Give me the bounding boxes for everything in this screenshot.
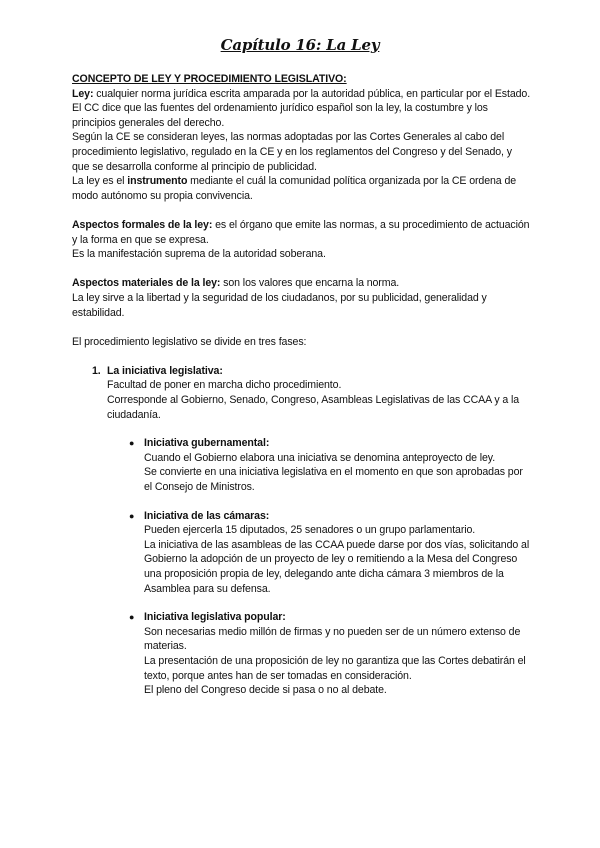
aspectos-materiales-p2: La ley sirve a la libertad y la seguridad de los ciudadanos, por su publicidad, generalidad y estabilidad.	[72, 291, 487, 319]
bullet-popular	[72, 610, 532, 698]
gubernamental-title: Iniciativa gubernamental:	[144, 437, 270, 450]
popular-title: Iniciativa legislativa popular:	[144, 611, 286, 624]
aspectos-formales-text: es el órgano que emite las normas, a su procedimiento de actuación y la forma en que se expresa.	[72, 218, 530, 246]
gubernamental-p1: Cuando el Gobierno elabora una iniciativa se denomina anteproyecto de ley.	[144, 451, 496, 464]
aspectos-materiales-term: Aspectos materiales de la ley:	[72, 277, 221, 290]
fase-1-line-2: Corresponde al Gobierno, Senado, Congreso, Asambleas Legislativas de las CCAA y a la ciudadanía.	[107, 394, 520, 421]
popular-p2: La presentación de una proposición de ley no garantiza que las Cortes debatirán el texto, porque antes han de ser tomadas en consideración.	[144, 654, 526, 682]
document-body	[72, 72, 532, 698]
camaras-p1: Pueden ejercerla 15 diputados, 25 senadores o un grupo parlamentario.	[144, 524, 476, 537]
section-heading: CONCEPTO DE LEY Y PROCEDIMIENTO LEGISLATIVO:	[72, 73, 347, 85]
ley-paragraph-ce: Según la CE se consideran leyes, las normas adoptadas por las Cortes Generales al cabo del procedimiento legislativo, regulado en la CE y en los reglamentos del Congreso y del Senado, y que se desarrolla conforme al principio de publicidad.	[72, 131, 512, 173]
ley-definition	[72, 87, 532, 102]
ley-p4-after: mediante el cuál la comunidad política organizada por la CE ordena de modo autónomo su propia convivencia.	[72, 175, 517, 202]
bullet-gubernamental	[72, 436, 532, 494]
page-title: Capítulo 16: La Ley	[220, 36, 380, 54]
aspectos-materiales	[72, 276, 532, 291]
popular-p3: El pleno del Congreso decide si pasa o no al debate.	[144, 684, 387, 697]
procedimiento-intro: El procedimiento legislativo se divide en tres fases:	[72, 335, 307, 348]
bullet-dot-icon: ●	[129, 510, 135, 521]
ley-p4-bold: instrumento	[127, 175, 188, 188]
fase-1-title: La iniciativa legislativa:	[107, 364, 223, 377]
aspectos-formales	[72, 218, 532, 247]
aspectos-formales-term: Aspectos formales de la ley:	[72, 218, 213, 231]
ley-paragraph-cc: El CC dice que las fuentes del ordenamiento jurídico español son la ley, la costumbre y los principios generales del derecho.	[72, 102, 488, 129]
bullet-dot-icon: ●	[129, 438, 135, 449]
fase-1-number: 1.	[92, 364, 101, 377]
bullet-camaras	[72, 509, 532, 597]
gubernamental-p2: Se convierte en una iniciativa legislativa en el momento en que son aprobadas por el Consejo de Ministros.	[144, 466, 523, 494]
bullet-dot-icon: ●	[129, 612, 135, 623]
ley-definition-text: cualquier norma jurídica escrita amparada por la autoridad pública, en particular por el Estado.	[93, 87, 531, 100]
ley-paragraph-instrumento	[72, 174, 532, 203]
camaras-title: Iniciativa de las cámaras:	[144, 509, 270, 522]
popular-p1: Son necesarias medio millón de firmas y no pueden ser de un número extenso de materias.	[144, 625, 521, 653]
aspectos-materiales-text: son los valores que encarna la norma.	[220, 277, 400, 290]
ley-p4-before: La ley es el	[72, 175, 128, 188]
aspectos-formales-p2: Es la manifestación suprema de la autoridad soberana.	[72, 248, 326, 261]
fase-1-item	[72, 364, 532, 422]
camaras-p2: La iniciativa de las asambleas de las CCAA puede darse por dos vías, solicitando al Gobierno la adopción de un proyecto de ley o remitiendo a la Mesa del Congreso una proposición propia de ley, delegando ante dicha cámara 3 miembros de la Asamblea para su defensa.	[144, 538, 530, 595]
ley-term: Ley:	[72, 87, 94, 100]
fase-1-line-1: Facultad de poner en marcha dicho procedimiento.	[107, 379, 342, 392]
